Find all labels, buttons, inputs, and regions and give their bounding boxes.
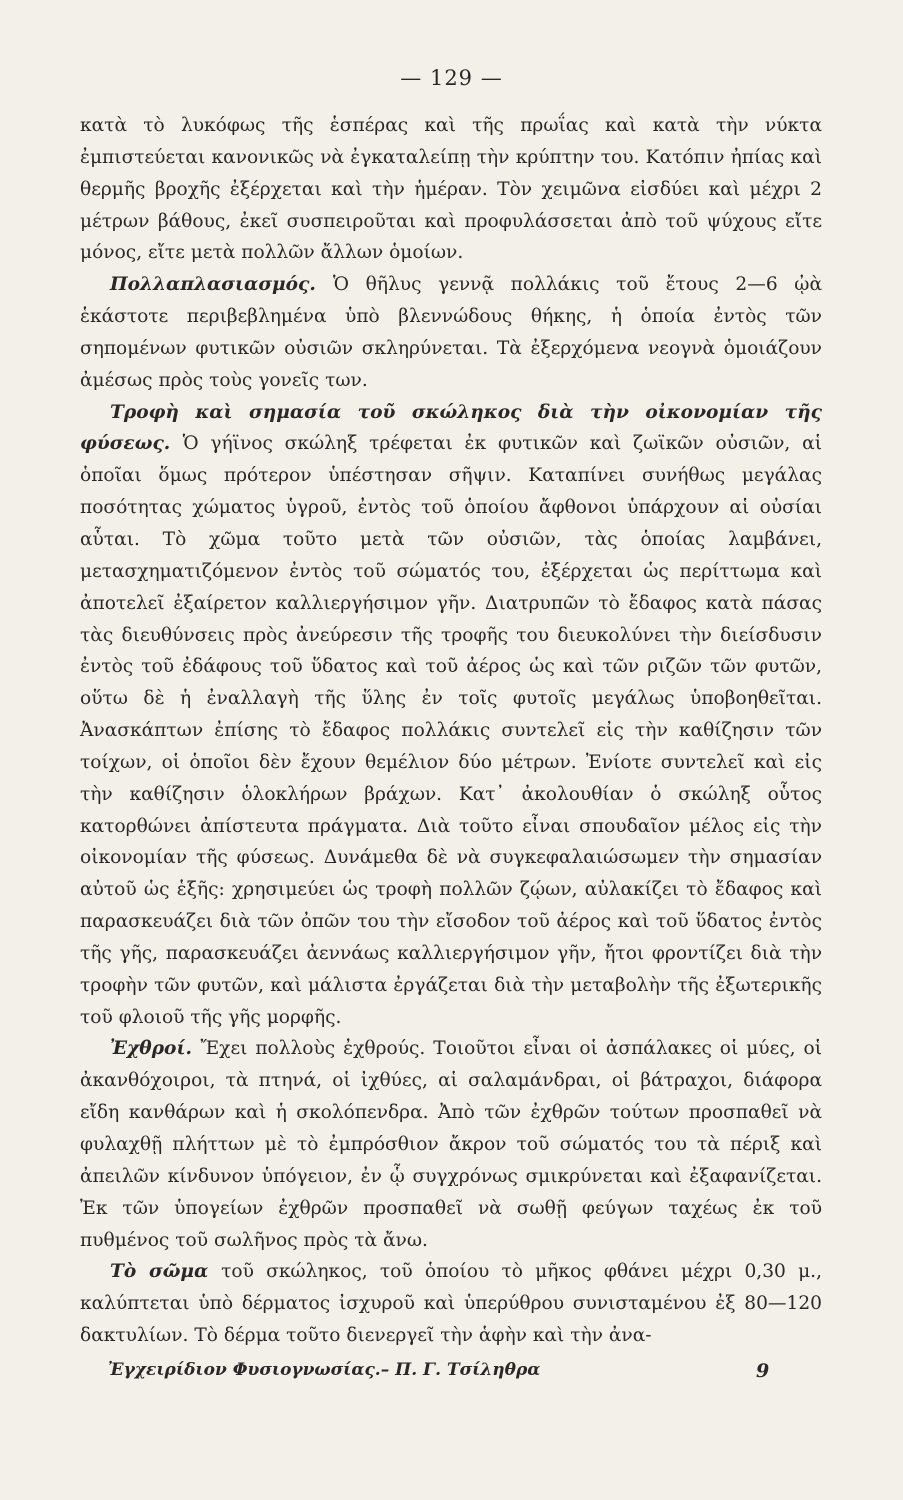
paragraph-text: Ὁ θῆλυς γεννᾷ πολλάκις τοῦ ἔτους 2—6 ᾠὰ ἑκάστοτε περιβεβλημένα ὑπὸ βλεννώδους θήκης, ἡ ὁποία ἐντὸς τῶν σηπομένων φυτικῶν οὐσιῶν σκληρύνεται. Τὰ ἐξερχόμενα νεογνὰ ὁμοιάζουν ἀμέσως πρὸς τοὺς γονεῖς των. [80, 274, 822, 391]
paragraph-text: τοῦ σκώληκος, τοῦ ὁποίου τὸ μῆκος φθάνει μέχρι 0,30 μ., καλύπτεται ὑπὸ δέρματος ἰσχυροῦ καὶ ὑπερύθρου συνισταμένου ἐξ 80—120 δακτυλίων. Τὸ δέρμα τοῦτο διενεργεῖ τὴν ἁφὴν καὶ τὴν ἀνα- [80, 1261, 822, 1347]
paragraph-body [80, 1256, 822, 1352]
paragraph-enemies [80, 1033, 822, 1256]
paragraph-text: κατὰ τὸ λυκόφως τῆς ἑσπέρας καὶ τῆς πρωΐας καὶ κατὰ τὴν νύκτα ἐμπιστεύεται κανονικῶς νὰ ἐγκαταλείπῃ τὴν κρύπτην του. Κατόπιν ἠπίας καὶ θερμῆς βροχῆς ἐξέρχεται καὶ τὴν ἡμέραν. Τὸν χειμῶνα εἰσδύει καὶ μέχρι 2 μέτρων βάθους, ἐκεῖ συσπειροῦται καὶ προφυλάσσεται ἀπὸ τοῦ ψύχους εἴτε μόνος, εἴτε μετὰ πολλῶν ἄλλων ὁμοίων. [80, 115, 822, 264]
section-heading: Τὸ σῶμα [110, 1261, 222, 1283]
body-text [80, 110, 822, 1352]
page-footer [108, 1360, 788, 1380]
paragraph-continued [80, 110, 822, 269]
page-number: — 129 — [400, 66, 503, 90]
signature-mark: 9 [756, 1360, 770, 1382]
paragraph-food [80, 397, 822, 1034]
paragraph-text: Ὁ γήϊνος σκώληξ τρέφεται ἐκ φυτικῶν καὶ ζωϊκῶν οὐσιῶν, αἱ ὁποῖαι ὅμως πρότερον ὑπέστησαν σῆψιν. Καταπίνει συνήθως μεγάλας ποσότητας χώματος ὑγροῦ, ἐντὸς τοῦ ὁποίου ἄφθονοι ὑπάρχουν αἱ οὐσίαι αὗται. Τὸ χῶμα τοῦτο μετὰ τῶν οὐσιῶν, τὰς ὁποίας λαμβάνει, μετασχηματιζόμενον ἐντὸς τοῦ σώματός του, ἐξέρχεται ὡς περίττωμα καὶ ἀποτελεῖ ἐξαίρετον καλλιεργήσιμον γῆν. Διατρυπῶν τὸ ἔδαφος κατὰ πάσας τὰς διευθύνσεις πρὸς ἀνεύρεσιν τῆς τροφῆς του διευκολύνει τὴν διείσδυσιν ἐντὸς τοῦ ἐδάφους τοῦ ὕδατος καὶ τοῦ ἀέρος ὡς καὶ τῶν ριζῶν τῶν φυτῶν, οὕτω δὲ ἡ ἐναλλαγὴ τῆς ὕλης ἐν τοῖς φυτοῖς μεγάλως ὑποβοηθεῖται. Ἀνασκάπτων ἐπίσης τὸ ἔδαφος πολλάκις συντελεῖ εἰς τὴν καθίζησιν τῶν τοίχων, οἱ ὁποῖοι δὲν ἔχουν θεμέλιον δύο μέτρων. Ἐνίοτε συντελεῖ καὶ εἰς τὴν καθίζησιν ὁλοκλήρων βράχων. Κατ᾽ ἀκολουθίαν ὁ σκώληξ οὗτος κατορθώνει ἀπίστευτα πράγματα. Διὰ τοῦτο εἶναι σπουδαῖον μέλος εἰς τὴν οἰκονομίαν τῆς φύσεως. Δυνάμεθα δὲ νὰ συγκεφαλαιώσωμεν τὴν σημασίαν αὐτοῦ ὡς ἑξῆς: χρησιμεύει ὡς τροφὴ πολλῶν ζῴων, αὐλακίζει τὸ ἔδαφος καὶ παρασκευάζει διὰ τῶν ὀπῶν του τὴν εἴσοδον τοῦ ἀέρος καὶ τοῦ ὕδατος ἐντὸς τῆς γῆς, παρασκευάζει ἀεννάως καλλιεργήσιμον γῆν, ἤτοι φροντίζει διὰ τὴν τροφὴν τῶν φυτῶν, καὶ μάλιστα ἐργάζεται διὰ τὴν μεταβολὴν τῆς ἐξωτερικῆς τοῦ φλοιοῦ τῆς γῆς μορφῆς. [80, 433, 822, 1028]
footer-title: Ἐγχειρίδιον Φυσιογνωσίας.– Π. Γ. Τσίληθρα [108, 1360, 541, 1380]
section-heading: Τροφὴ καὶ σημασία τοῦ σκώληκος διὰ τὴν οἰκονομίαν τῆς φύσεως. [80, 401, 822, 455]
section-heading: Ἐχθροί. [110, 1038, 201, 1060]
paragraph-text: Ἔχει πολλοὺς ἐχθρούς. Τοιοῦτοι εἶναι οἱ ἀσπάλακες οἱ μύες, οἱ ἀκανθόχοιροι, τὰ πτηνά, οἱ ἰχθύες, αἱ σαλαμάνδραι, οἱ βάτραχοι, διάφορα εἴδη κανθάρων καὶ ἡ σκολόπενδρα. Ἀπὸ τῶν ἐχθρῶν τούτων προσπαθεῖ νὰ φυλαχθῇ πλήττων μὲ τὸ ἐμπρόσθιον ἄκρον τοῦ σώματός του τὰ πέριξ καὶ ἀπειλῶν κίνδυνον ὑπόγειον, ἐν ᾧ συγχρόνως σμικρύνεται καὶ ἐξαφανίζεται. Ἐκ τῶν ὑπογείων ἐχθρῶν προσπαθεῖ νὰ σωθῇ φεύγων ταχέως ἐκ τοῦ πυθμένος τοῦ σωλῆνος πρὸς τὰ ἄνω. [80, 1038, 822, 1251]
section-heading: Πολλαπλασιασμός. [110, 274, 334, 296]
paragraph-reproduction [80, 269, 822, 396]
